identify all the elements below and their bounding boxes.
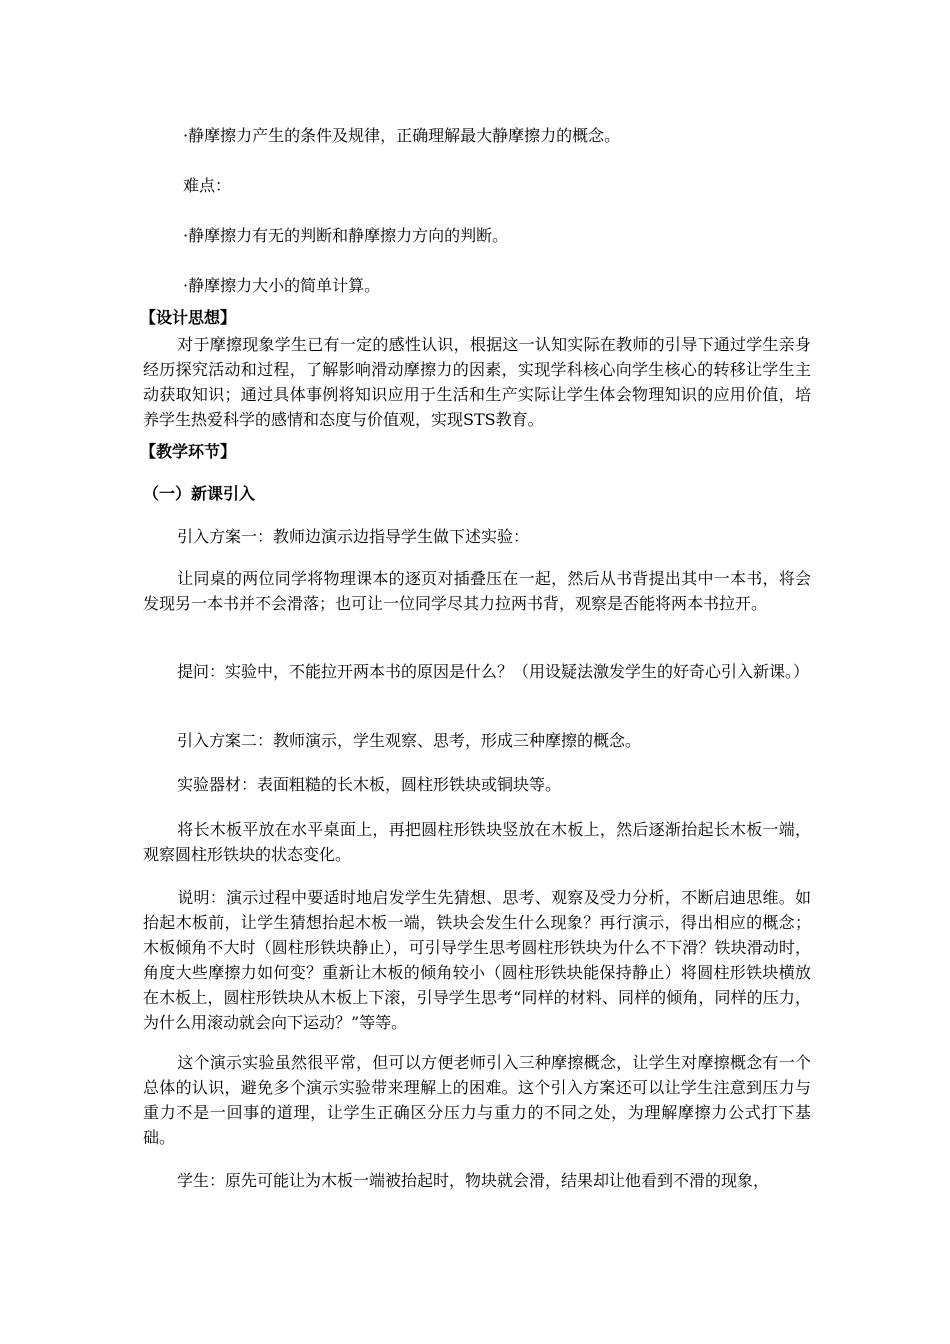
difficulty-item: ·静摩擦力有无的判断和静摩擦力方向的判断。 [183,226,509,245]
paragraph: 提问：实验中，不能拉开两本书的原因是什么？（用设疑法激发学生的好奇心引入新课。） [177,662,810,681]
design-heading: 【设计思想】 [140,308,237,327]
paragraph: 这个演示实验虽然很平常，但可以方便老师引入三种摩擦概念，让学生对摩擦概念有一个总体的认识，避免多个演示实验带来理解上的困难。这个引入方案还可以让学生注意到压力与重力不是一回事的道理，让学生正确区分压力与重力的不同之处，为理解摩擦力公式打下基础。 [143,1053,811,1147]
teaching-heading: 【教学环节】 [140,442,237,461]
key-point-item: ·静摩擦力产生的条件及规律，正确理解最大静摩擦力的概念。 [183,126,621,145]
difficulties-label: 难点： [183,176,232,195]
paragraph: 将长木板平放在水平桌面上，再把圆柱形铁块竖放在木板上，然后逐渐抬起长木板一端，观察圆柱形铁块的状态变化。 [143,820,811,864]
paragraph: 学生：原先可能让为木板一端被抬起时，物块就会滑，结果却让他看到不滑的现象， [177,1171,770,1190]
difficulty-item: ·静摩擦力大小的简单计算。 [183,276,381,295]
design-paragraph: 对于摩擦现象学生已有一定的感性认识，根据这一认知实际在教师的引导下通过学生亲身经历探究活动和过程，了解影响滑动摩擦力的因素，实现学科核心向学生核心的转移让学生主动获取知识；通过具体事例将知识应用于生活和生产实际让学生体会物理知识的应用价值，培养学生热爱科学的感情和态度与价值观，实现STS教育。 [143,335,811,429]
paragraph: 说明：演示过程中要适时地启发学生先猜想、思考、观察及受力分析，不断启迪思维。如抬起木板前，让学生猜想抬起木板一端，铁块会发生什么现象？再行演示，得出相应的概念；木板倾角不大时（圆柱形铁块静止），可引导学生思考圆柱形铁块为什么不下滑？铁块滑动时，角度大些摩擦力如何变？重新让木板的倾角较小（圆柱形铁块能保持静止）将圆柱形铁块横放在木板上，圆柱形铁块从木板上下滚，引导学生思考“同样的材料、同样的倾角，同样的压力，为什么用滚动就会向下运动？”等等。 [143,888,811,1032]
paragraph: 引入方案二：教师演示，学生观察、思考，形成三种摩擦的概念。 [177,731,642,750]
paragraph: 让同桌的两位同学将物理课本的逐页对插叠压在一起，然后从书背提出其中一本书，将会发现另一本书并不会滑落；也可让一位同学尽其力拉两书背，观察是否能将两本书拉开。 [143,569,811,613]
paragraph: 引入方案一：教师边演示边指导学生做下述实验： [177,527,530,546]
section-subheading: （一）新课引入 [143,484,256,503]
paragraph: 实验器材：表面粗糙的长木板，圆柱形铁块或铜块等。 [177,775,562,794]
